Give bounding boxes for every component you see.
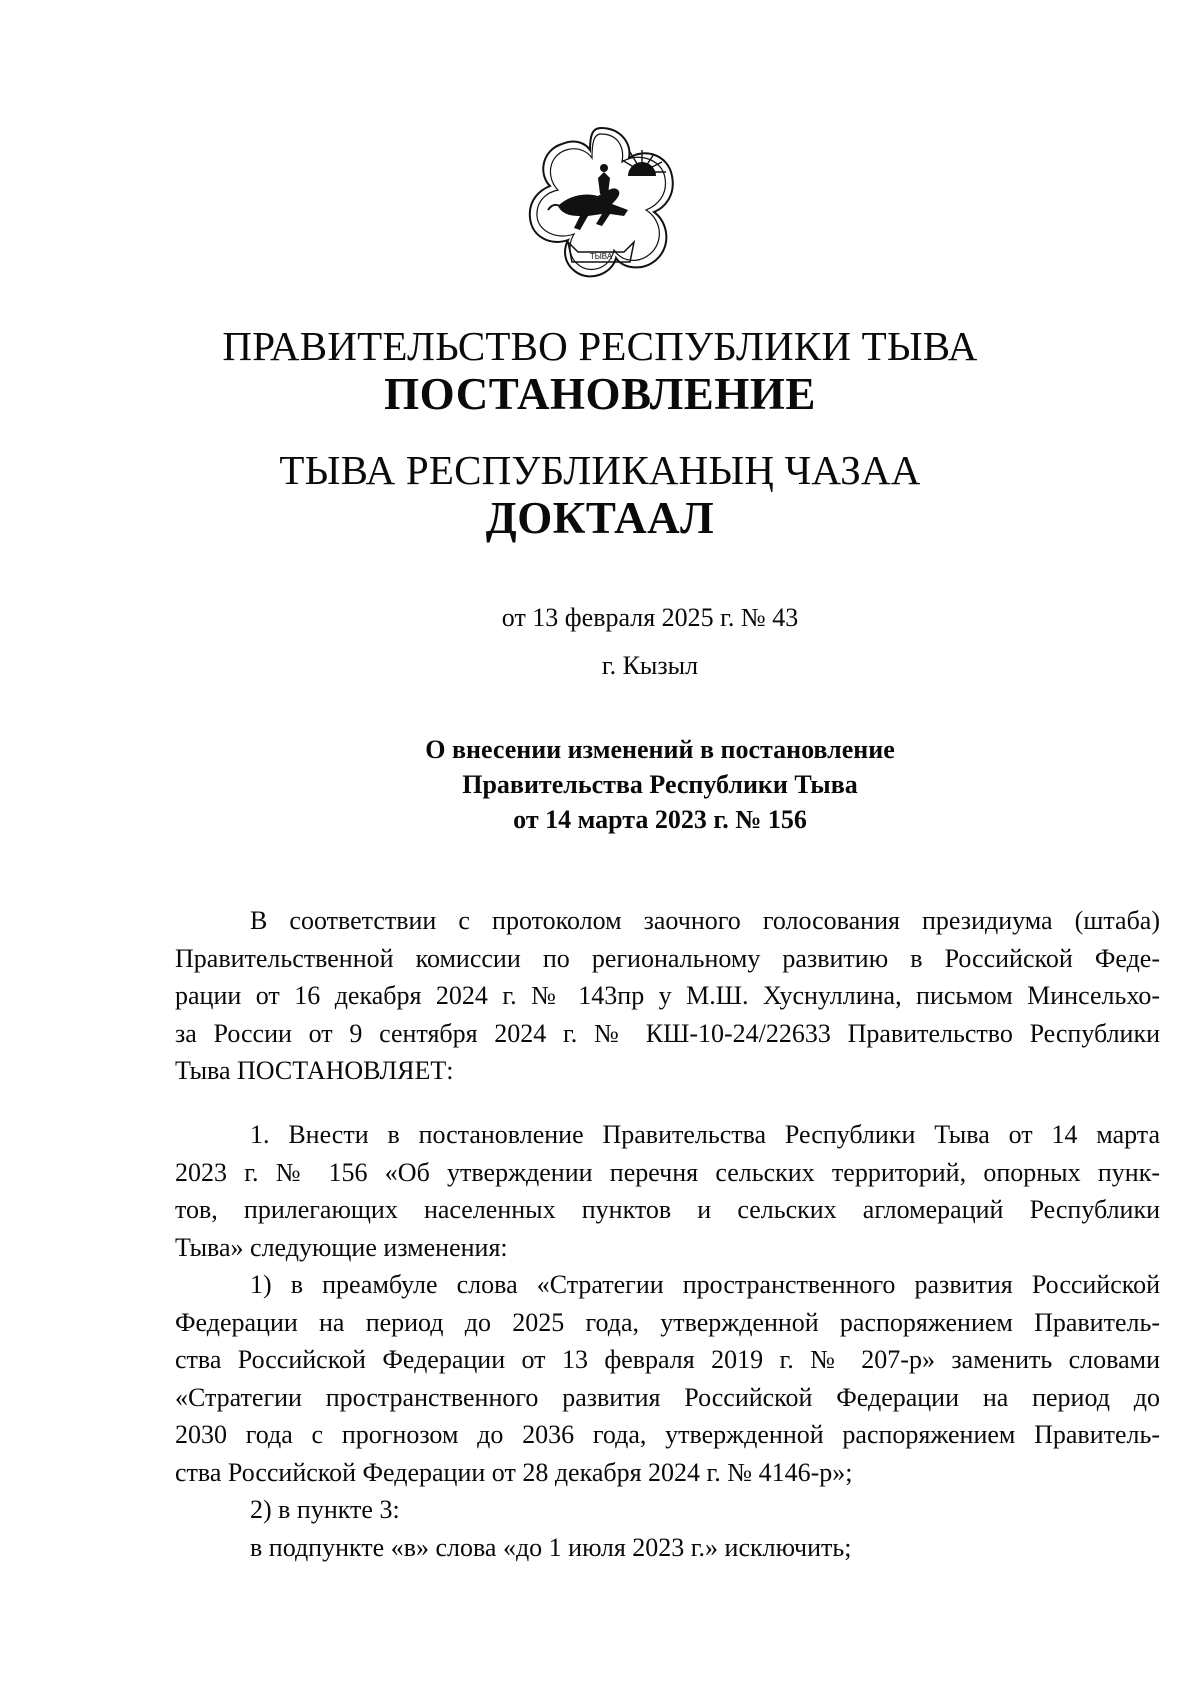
document-title <box>350 732 970 837</box>
document-date-number: от 13 февраля 2025 г. № 43 <box>501 603 799 632</box>
text-line: Тыва ПОСТАНОВЛЯЕТ: <box>175 1056 454 1085</box>
text-line: 2) в пункте 3: <box>250 1495 400 1524</box>
tuva-emblem-icon <box>518 120 684 286</box>
text-line: Правительственной комиссии по региональному развитию в Российской Феде- <box>175 943 1160 973</box>
document-city: г. Кызыл <box>601 651 699 680</box>
text-line: ства Российской Федерации от 28 декабря 2024 г. № 4146-р»; <box>175 1457 853 1487</box>
text-line: Федерации на период до 2025 года, утвержденной распоряжением Правитель- <box>175 1307 1160 1337</box>
text-line: «Стратегии пространственного развития Российской Федерации на период до <box>175 1382 1160 1412</box>
text-line: 1) в преамбуле слова «Стратегии пространственного развития Российской <box>250 1270 1160 1299</box>
text-line: рации от 16 декабря 2024 г. № 143пр у М.Ш. Хуснуллина, письмом Минсельхо- <box>175 981 1160 1010</box>
preamble-paragraph <box>175 902 1160 1090</box>
text-line: тов, прилегающих населенных пунктов и сельских агломераций Республики <box>175 1195 1160 1224</box>
title-line: Правительства Республики Тыва <box>462 770 858 799</box>
document-type-tyv: ДОКТААЛ <box>485 493 715 543</box>
emblem-label: ТЫВА <box>589 252 613 261</box>
government-name-tyv: ТЫВА РЕСПУБЛИКАНЫҢ ЧАЗАА <box>279 447 921 493</box>
text-line: 2023 г. № 156 «Об утверждении перечня сельских территорий, опорных пунк- <box>175 1157 1160 1187</box>
text-line: в подпункте «в» слова «до 1 июля 2023 г.» исключить; <box>250 1532 852 1562</box>
text-line: 1. Внести в постановление Правительства Республики Тыва от 14 марта <box>250 1120 1160 1149</box>
text-line: 2030 года с прогнозом до 2036 года, утвержденной распоряжением Правитель- <box>175 1420 1160 1449</box>
government-name-ru: ПРАВИТЕЛЬСТВО РЕСПУБЛИКИ ТЫВА <box>222 323 978 369</box>
title-line: от 14 марта 2023 г. № 156 <box>513 805 807 834</box>
text-line: ства Российской Федерации от 13 февраля 2019 г. № 207-р» заменить словами <box>175 1345 1160 1374</box>
text-line: Тыва» следующие изменения: <box>175 1232 508 1262</box>
amendments-section <box>175 1116 1160 1566</box>
title-line: О внесении изменений в постановление <box>425 735 895 764</box>
document-type-ru: ПОСТАНОВЛЕНИЕ <box>384 369 816 419</box>
text-line: В соответствии с протоколом заочного голосования президиума (штаба) <box>250 906 1160 935</box>
text-line: за России от 9 сентября 2024 г. № КШ-10-24/22633 Правительство Республики <box>175 1018 1160 1048</box>
